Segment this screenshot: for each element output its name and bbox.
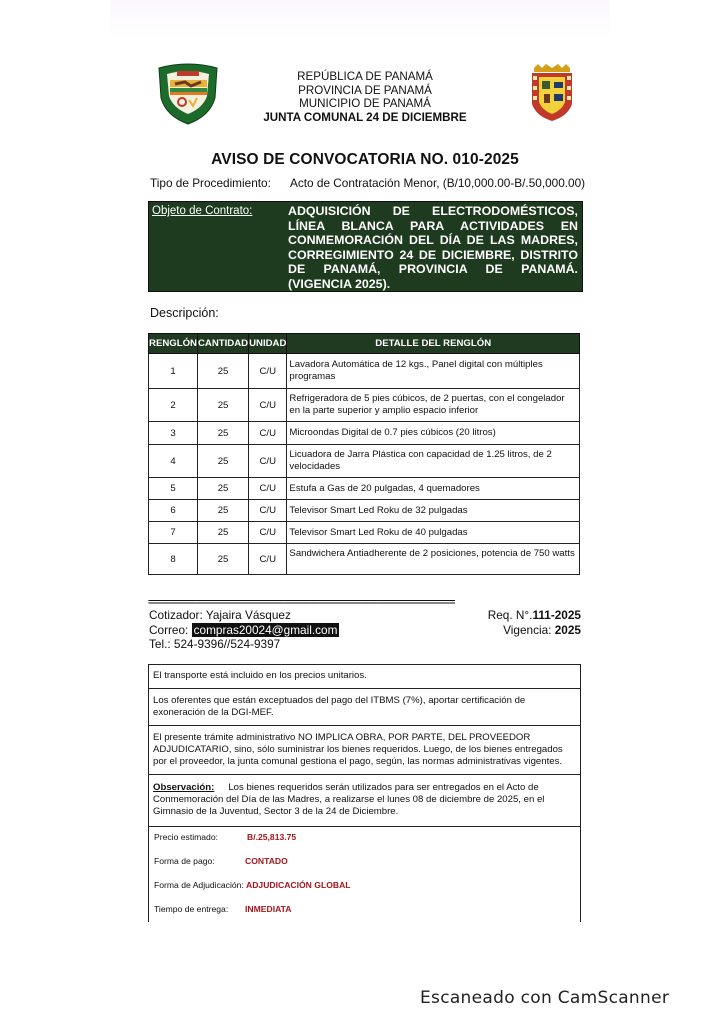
observation-text: Los bienes requeridos serán utilizados para ser entregados en el Acto de Conmemoración del Día de las Madres, a realizarse el lunes 08 de diciembre de 2025, en el Gimnasio de la Juventud, Sector 3 de la 24 de Diciembre. bbox=[153, 782, 545, 817]
cell-unidad: C/U bbox=[249, 500, 287, 522]
junta-comunal-logo-icon bbox=[155, 62, 221, 126]
condition-label: Tiempo de entrega: bbox=[154, 904, 229, 914]
table-row bbox=[149, 445, 580, 478]
condition-label: Forma de pago: bbox=[154, 856, 215, 866]
cell-unidad: C/U bbox=[249, 389, 287, 422]
cell-detalle: Sandwichera Antiadherente de 2 posiciones, potencia de 750 watts bbox=[287, 544, 580, 575]
validity-line bbox=[488, 623, 581, 638]
quoter-name: Yajaira Vásquez bbox=[205, 608, 291, 622]
cell-renglon: 2 bbox=[149, 389, 198, 422]
cell-renglon: 8 bbox=[149, 544, 198, 575]
cell-cantidad: 25 bbox=[198, 422, 249, 445]
conditions-box bbox=[148, 822, 581, 922]
quoter-label: Cotizador: bbox=[149, 608, 203, 622]
cell-cantidad: 25 bbox=[198, 544, 249, 575]
requisition-info bbox=[488, 608, 581, 637]
note-admin: El presente trámite administrativo NO IMPLICA OBRA, POR PARTE, DEL PROVEEDOR ADJUDICATARIO, sino, sólo suministrar los bienes requeridos. Luego, de los bienes entregados por el proveedor, la junta comunal gestiona el pago, según, las normas administrativas vigentes. bbox=[149, 726, 580, 775]
cell-unidad: C/U bbox=[249, 354, 287, 389]
cell-unidad: C/U bbox=[249, 544, 287, 575]
table-row bbox=[149, 544, 580, 575]
notes-box bbox=[148, 664, 581, 827]
cell-unidad: C/U bbox=[249, 445, 287, 478]
condition-value: INMEDIATA bbox=[245, 904, 292, 914]
cell-cantidad: 25 bbox=[198, 500, 249, 522]
contract-object-label: Objeto de Contrato: bbox=[152, 205, 253, 217]
header-line-province: PROVINCIA DE PANAMÁ bbox=[298, 83, 432, 97]
validity-value: 2025 bbox=[554, 622, 581, 637]
observation-label: Observación: bbox=[153, 782, 215, 793]
header-line-municipality: MUNICIPIO DE PANAMÁ bbox=[299, 97, 431, 110]
condition-value: ADJUDICACIÓN GLOBAL bbox=[246, 880, 351, 890]
condition-label: Forma de Adjudicación: bbox=[154, 880, 244, 890]
cell-unidad: C/U bbox=[249, 422, 287, 445]
col-header-renglon: RENGLÓN bbox=[149, 334, 198, 354]
phone-label: Tel.: bbox=[149, 637, 171, 651]
cell-renglon: 6 bbox=[149, 500, 198, 522]
table-row bbox=[149, 354, 580, 389]
cell-unidad: C/U bbox=[249, 478, 287, 500]
email-label: Correo: bbox=[149, 622, 189, 637]
cell-cantidad: 25 bbox=[198, 478, 249, 500]
condition-value: B/.25,813.75 bbox=[247, 832, 297, 842]
condition-label: Precio estimado: bbox=[154, 832, 219, 842]
notice-title: AVISO DE CONVOCATORIA NO. 010-2025 bbox=[211, 151, 519, 168]
document-header bbox=[230, 70, 500, 124]
email-link[interactable]: compras20024@gmail.com bbox=[193, 622, 338, 637]
note-observation bbox=[149, 775, 580, 826]
col-header-unidad: UNIDAD bbox=[249, 334, 287, 354]
phone-line bbox=[149, 637, 581, 652]
col-header-detalle: DETALLE DEL RENGLÓN bbox=[287, 334, 580, 354]
procedure-type-label: Tipo de Procedimiento: bbox=[150, 176, 271, 190]
camscanner-watermark: Escaneado con CamScanner bbox=[420, 988, 670, 1008]
note-itbms: Los oferentes que están exceptuados del pago del ITBMS (7%), aportar certificación de exoneración de la DGI-MEF. bbox=[149, 689, 580, 726]
cell-renglon: 1 bbox=[149, 354, 198, 389]
items-table-header bbox=[149, 334, 580, 354]
cell-detalle: Estufa a Gas de 20 pulgadas, 4 quemadores bbox=[287, 478, 580, 500]
requisition-number: 111-2025 bbox=[532, 608, 581, 622]
cell-cantidad: 25 bbox=[198, 354, 249, 389]
contract-object-value: ADQUISICIÓN DE ELECTRODOMÉSTICOS, LÍNEA BLANCA PARA ACTIVIDADES EN CONMEMORACIÓN DEL DÍA DE LAS MADRES, CORREGIMIENTO 24 DE DICIEMBRE, DISTRITO DE PANAMÁ, PROVINCIA DE PANAMÁ. (VIGENCIA 2025). bbox=[288, 204, 578, 291]
coat-of-arms-icon bbox=[528, 64, 576, 122]
contract-object-box bbox=[148, 201, 583, 292]
validity-label: Vigencia: bbox=[503, 622, 552, 637]
header-entity: JUNTA COMUNAL 24 DE DICIEMBRE bbox=[263, 110, 467, 124]
cell-cantidad: 25 bbox=[198, 522, 249, 544]
cell-unidad: C/U bbox=[249, 522, 287, 544]
cell-cantidad: 25 bbox=[198, 445, 249, 478]
note-transport: El transporte está incluido en los precios unitarios. bbox=[149, 665, 580, 689]
cell-detalle: Lavadora Automática de 12 kgs., Panel digital con múltiples programas bbox=[287, 354, 580, 389]
cell-detalle: Televisor Smart Led Roku de 32 pulgadas bbox=[287, 500, 580, 522]
cell-cantidad: 25 bbox=[198, 389, 249, 422]
table-row bbox=[149, 389, 580, 422]
table-row bbox=[149, 422, 580, 445]
cell-detalle: Microondas Digital de 0.7 pies cúbicos (20 litros) bbox=[287, 422, 580, 445]
separator-line: ======================================================================== bbox=[148, 597, 455, 607]
requisition-label: Req. N°. bbox=[487, 608, 533, 622]
procedure-type-value: Acto de Contratación Menor, (B/10,000.00-B/.50,000.00) bbox=[290, 176, 586, 190]
table-row bbox=[149, 522, 580, 544]
requisition-line bbox=[488, 608, 581, 623]
cell-detalle: Televisor Smart Led Roku de 40 pulgadas bbox=[287, 522, 580, 544]
cell-detalle: Licuadora de Jarra Plástica con capacidad de 1.25 litros, de 2 velocidades bbox=[287, 445, 580, 478]
condition-value: CONTADO bbox=[245, 856, 288, 866]
phone-value: 524-9396//524-9397 bbox=[173, 637, 281, 651]
description-label: Descripción: bbox=[150, 306, 219, 320]
table-row bbox=[149, 478, 580, 500]
scan-artifact bbox=[110, 0, 610, 38]
col-header-cantidad: CANTIDAD bbox=[198, 334, 249, 354]
contact-block bbox=[149, 608, 581, 652]
cell-renglon: 3 bbox=[149, 422, 198, 445]
table-row bbox=[149, 500, 580, 522]
cell-renglon: 7 bbox=[149, 522, 198, 544]
cell-detalle: Refrigeradora de 5 pies cúbicos, de 2 puertas, con el congelador en la parte superior y amplio espacio inferior bbox=[287, 389, 580, 422]
header-line-republic: REPÚBLICA DE PANAMÁ bbox=[297, 70, 433, 83]
items-table bbox=[148, 333, 580, 575]
cell-renglon: 4 bbox=[149, 445, 198, 478]
cell-renglon: 5 bbox=[149, 478, 198, 500]
